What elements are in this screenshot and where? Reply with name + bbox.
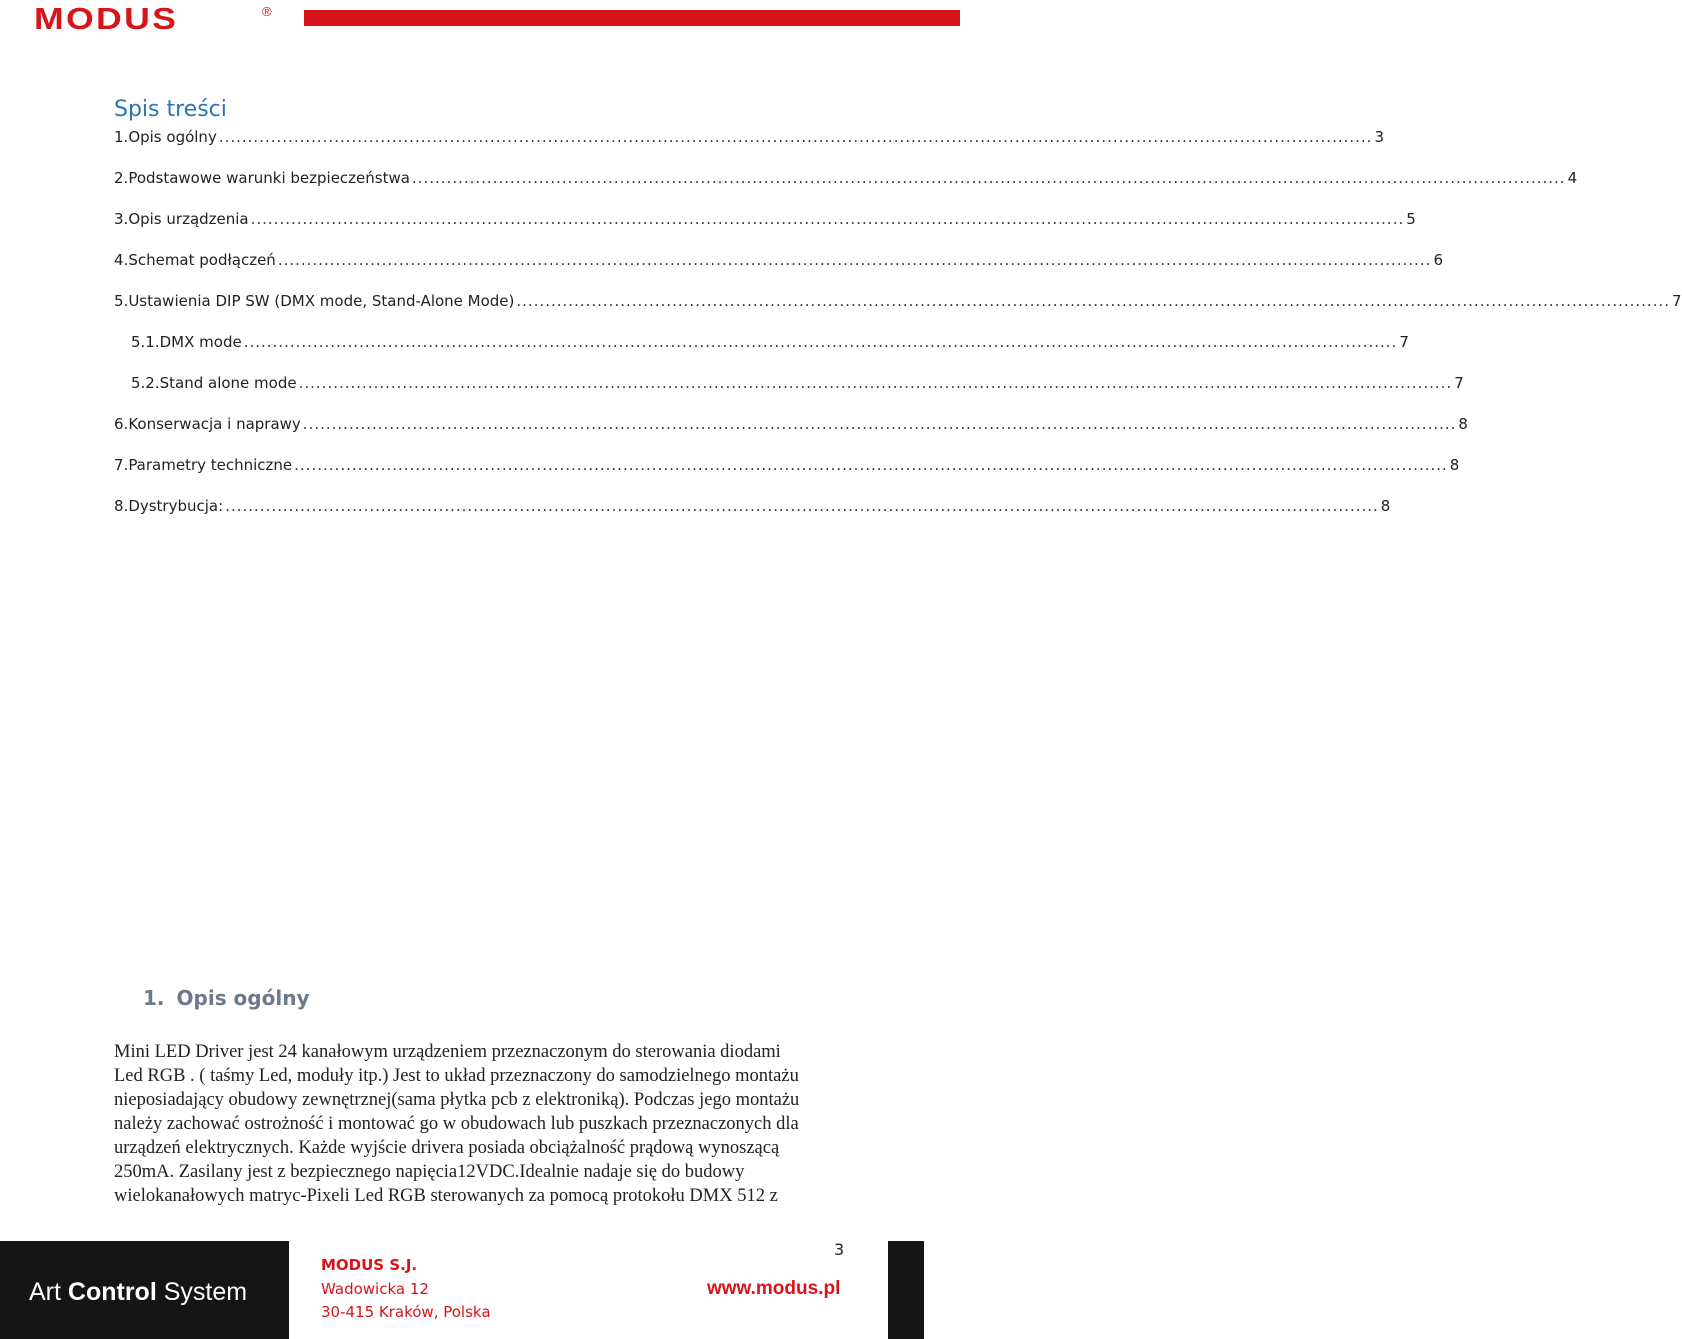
- registered-mark: ®: [262, 4, 272, 19]
- footer-brand: [29, 1278, 247, 1307]
- section-title: Opis ogólny: [176, 986, 310, 1010]
- toc-item-number: 5.2.: [131, 374, 160, 392]
- toc-item-number: 7.: [114, 456, 129, 474]
- toc-leader-dots: ........................................................................................................................................................................................................: [294, 456, 1448, 474]
- body-line: wielokanałowych matryc-Pixeli Led RGB sterowanych za pomocą protokołu DMX 512 z: [114, 1186, 778, 1206]
- toc-item-page: 4: [1567, 169, 1578, 187]
- toc-item-label: Ustawienia DIP SW (DMX mode, Stand-Alone Mode): [128, 292, 515, 310]
- toc-item-page: 5: [1406, 210, 1416, 228]
- toc-item-page: 7: [1454, 374, 1464, 392]
- toc-item[interactable]: [114, 128, 1384, 152]
- toc-item-label: Konserwacja i naprawy: [128, 415, 301, 433]
- website-link[interactable]: www.modus.pl: [707, 1278, 841, 1299]
- brand-prefix: Art: [29, 1278, 68, 1306]
- footer-right-block: [888, 1241, 924, 1339]
- body-line: urządzeń elektrycznych. Każde wyjście drivera posiada obciążalność prądową wynoszącą: [114, 1138, 780, 1158]
- toc-item-page: 3: [1374, 128, 1384, 146]
- header-accent-bar: [304, 10, 960, 26]
- toc-item-number: 4.: [114, 251, 129, 269]
- toc-item-number: 5.: [114, 292, 129, 310]
- page-header: [0, 0, 960, 40]
- toc-item[interactable]: [114, 292, 1682, 316]
- body-line: 250mA. Zasilany jest z bezpiecznego napięcia12VDC.Idealnie nadaje się do budowy: [114, 1162, 745, 1182]
- section-number: 1.: [143, 986, 165, 1010]
- toc-item[interactable]: [114, 456, 1460, 480]
- toc-item-page: 8: [1458, 415, 1468, 433]
- toc-leader-dots: ........................................................................................................................................................................................................: [243, 333, 1398, 351]
- toc-item-number: 1.: [114, 128, 129, 146]
- toc-item-label: DMX mode: [159, 333, 242, 351]
- toc-item-number: 5.1.: [131, 333, 160, 351]
- brand-bold: Control: [67, 1278, 157, 1306]
- toc-item-page: 7: [1399, 333, 1409, 351]
- section-body: [114, 1040, 844, 1208]
- toc-item[interactable]: [114, 415, 1468, 439]
- body-line: należy zachować ostrożność i montować go w obudowach lub puszkach przeznaczonych dla: [114, 1114, 799, 1134]
- toc-item-page: 6: [1433, 251, 1443, 269]
- toc-title: Spis treści: [114, 97, 227, 122]
- toc-leader-dots: ........................................................................................................................................................................................................: [302, 415, 1457, 433]
- toc-item-label: Dystrybucja:: [128, 497, 224, 515]
- brand-suffix: System: [156, 1278, 248, 1306]
- company-address: [321, 1254, 491, 1325]
- toc-item[interactable]: [131, 333, 1409, 357]
- toc-item-number: 2.: [114, 169, 129, 187]
- toc-item-page: 8: [1380, 497, 1391, 515]
- body-line: nieposiadający obudowy zewnętrznej(sama płytka pcb z elektroniką). Podczas jego montażu: [114, 1090, 800, 1110]
- body-line: Mini LED Driver jest 24 kanałowym urządzeniem przeznaczonym do sterowania diodami: [114, 1042, 781, 1062]
- toc-item-number: 6.: [114, 415, 129, 433]
- toc-item-number: 3.: [114, 210, 129, 228]
- toc-item-number: 8.: [114, 497, 129, 515]
- toc-leader-dots: ........................................................................................................................................................................................................: [516, 292, 1671, 310]
- toc-item-label: Stand alone mode: [159, 374, 297, 392]
- toc-item-label: Podstawowe warunki bezpieczeństwa: [128, 169, 410, 187]
- modus-logo: MODUS: [34, 1, 179, 36]
- toc-item-page: 7: [1672, 292, 1682, 310]
- section-heading: [143, 986, 309, 1010]
- toc-leader-dots: ........................................................................................................................................................................................................: [250, 210, 1405, 228]
- company-city: 30-415 Kraków, Polska: [321, 1303, 491, 1321]
- toc-leader-dots: ........................................................................................................................................................................................................: [218, 128, 1373, 146]
- page-number: 3: [834, 1240, 845, 1259]
- company-name: MODUS S.J.: [321, 1256, 418, 1274]
- toc-item-label: Opis urządzenia: [128, 210, 249, 228]
- toc-item[interactable]: [114, 210, 1416, 234]
- toc-item-page: 8: [1449, 456, 1460, 474]
- toc-leader-dots: ........................................................................................................................................................................................................: [411, 169, 1566, 187]
- toc-item[interactable]: [114, 497, 1391, 521]
- toc-leader-dots: ........................................................................................................................................................................................................: [277, 251, 1432, 269]
- toc-item-label: Schemat podłączeń: [128, 251, 276, 269]
- toc-item-label: Opis ogólny: [128, 128, 217, 146]
- toc-item[interactable]: [114, 169, 1578, 193]
- body-line: Led RGB . ( taśmy Led, moduły itp.) Jest to układ przeznaczony do samodzielnego montażu: [114, 1066, 799, 1086]
- toc-leader-dots: ........................................................................................................................................................................................................: [225, 497, 1379, 515]
- toc-leader-dots: ........................................................................................................................................................................................................: [298, 374, 1453, 392]
- toc-item[interactable]: [114, 251, 1443, 275]
- company-street: Wadowicka 12: [321, 1279, 429, 1298]
- toc-item-label: Parametry techniczne: [128, 456, 293, 474]
- toc-item[interactable]: [131, 374, 1464, 398]
